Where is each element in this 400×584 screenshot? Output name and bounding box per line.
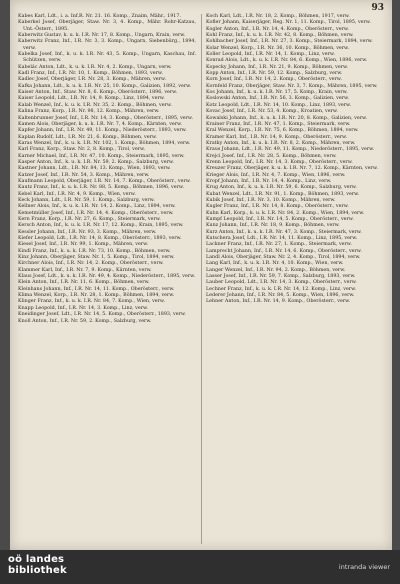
register-entry: Kogler Anton, Inf., I.R. Nr. 14, 4. Komp., Oberösterr., verw. [206, 26, 349, 32]
register-entry: Kaiser Anton, Inf., Staw. Nr. 8, 6. Komp., Oberösterr., 1896, verw. [18, 90, 178, 96]
register-entry: Keck Johann, Ldt., I.R. Nr. 59, 1. Komp., Salzburg, verw. [18, 197, 155, 203]
register-entry: Kern Franz, Korp., I.R. Nr. 27, 6. Komp., Steiermark, verw. [18, 217, 161, 222]
register-entry: Kowalski Johann, Inf., k. u. k. I.R. Nr. 20, 8. Komp., Galizien, verw. [206, 115, 368, 121]
register-entry: Kellner Alois, Inf., k. u. k. I.R. Nr. 14, 2. Komp., Linz, 1894, verw. [18, 204, 176, 210]
viewer-footer [0, 550, 400, 584]
register-entry: Lackner Franz, Inf., I.R. Nr. 27, 1. Komp., Steiermark, verw. [206, 242, 352, 248]
register-entry: Kadlec Josef, Oberjäger, I.R. Nr. 28, 3. Komp., Mähren, verw. [18, 77, 166, 83]
register-entry: Koller Leopold, Inf., I.R. Nr. 14, 1. Komp., Linz, verw. [206, 52, 335, 58]
register-entry: Kofler Johann, Kaiserjäger, Reg. Nr. 1, 11. Komp., Tirol, 1895, verw. [206, 20, 371, 26]
register-entry: Langer Wenzel, Inf., I.R. Nr. 94, 2. Komp., Böhmen, verw. [206, 267, 346, 273]
register-entry: Karas Wenzel, Inf., k. u. k. I.R. Nr. 102, 1. Komp., Böhmen, 1894, verw. [18, 140, 191, 146]
page-number: 93 [371, 3, 384, 13]
viewer-label: intranda viewer [338, 563, 390, 571]
register-entry: Kaiser Leopold, Ldt., I.R. Nr. 14, 9. Komp., Linz, 1894, verw. [18, 96, 165, 102]
register-entry: Krainer Franz, Inf., I.R. Nr. 47, 1. Komp., Steiermark, verw. [206, 121, 351, 127]
register-entry: Korn Josef, Inf., I.R. Nr. 14, 2. Komp., Oberösterr., verw. [206, 77, 342, 83]
register-entry: Katzer Josef, Inf., I.R. Nr. 54, 3. Komp., Mähren, verw. [18, 172, 150, 178]
register-entry: Kabelka Josef, Inf., k. u. k. I.R. Nr. 43, 5. Komp., Ungarn, Kaschau, Inf. Schützen, verw. [18, 52, 196, 64]
register-entry: Kramer Karl, Inf., I.R. Nr. 14, 9. Komp., Oberösterr., verw. [206, 134, 348, 140]
register-entry: Kafka Johann, Ldt., k. u. k. I.R. Nr. 25, 10. Komp., Galizien, 1892, verw. [18, 83, 192, 89]
register-entry: Kubat Wenzel, Ldt., I.R. Nr. 91, 1. Komp., Böhmen, 1893, verw. [206, 191, 360, 197]
register-entry: Kersch Anton, Inf., k. u. k. I.R. Nr. 17, 12. Komp., Krain, 1895, verw. [18, 223, 184, 229]
register-entry: Kutschera Josef, Ldt., I.R. Nr. 14, 11. Komp., Linz, 1895, verw. [206, 236, 358, 242]
register-entry: Kratky Anton, Inf., k. u. k. I.R. Nr. 8, 2. Komp., Mähren, verw. [206, 140, 356, 146]
register-entry: Kohlbacher Josef, Inf., I.R. Nr. 27, 3. Komp., Steiermark, 1894, verw. [206, 39, 373, 45]
register-entry: Kornfeld Franz, Oberjäger, Staw. Nr. 3, 7. Komp., Mähren, 1895, verw. [206, 83, 378, 89]
register-entry: Kalina Franz, Korp., I.R. Nr. 98, 12. Komp., Mähren, verw. [18, 109, 160, 115]
register-entry: Kumpf Leopold, Inf., I.R. Nr. 14, 5. Komp., Oberösterr., verw. [206, 217, 354, 222]
register-entry: Kabelác Anton, Ldt., k. u. k. I.R. Nr. 4, 2. Komp., Ungarn, verw. [18, 64, 172, 70]
register-entry: Kovac Josef, Inf., I.R. Nr. 53, 4. Komp., Kroatien, verw. [206, 109, 338, 115]
register-entry: Kneidinger Josef, Ldt., I.R. Nr. 14, 5. Komp., Oberösterr., 1893, verw. [18, 312, 186, 318]
register-entry: Kirchner Alois, Inf., I.R. Nr. 14, 2. Komp., Oberösterr., verw. [18, 261, 164, 267]
register-entry: Kotz Leopold, Ldt., I.R. Nr. 14, 10. Komp., Linz, 1893, verw. [206, 102, 352, 108]
register-entry: Kamen Alois, Oberjäger, k. u. k. I.R. Nr. 7, 4. Komp., Kärnten, verw. [18, 121, 183, 127]
scanned-page [10, 0, 392, 550]
register-entry: Kadl Franz, Inf., I.R. Nr. 10, 1. Komp., Böhmen, 1893, verw. [18, 71, 163, 77]
register-entry: Lederer Johann, Inf., I.R. Nr. 84, 5. Komp., Wien, 1896, verw. [206, 293, 355, 299]
register-entry: Kebel Karl, Inf., I.R. Nr. 4, 9. Komp., Wien, verw. [18, 191, 136, 197]
left-column [18, 14, 196, 325]
register-entry: Klaus Josef, Ldt., k. u. k. I.R. Nr. 49, 4. Komp., Niederösterr., 1895, verw. [18, 274, 196, 280]
register-entry: Kreuzer Franz, Oberjäger, k. u. k. I.R. Nr. 7, 12. Komp., Kärnten, verw. [206, 166, 378, 172]
register-entry: Lechner Franz, Inf., k. u. k. I.R. Nr. 14, 12. Komp., Linz, verw. [206, 286, 357, 292]
register-entry: Kapfer Johann, Inf., I.R. Nr. 49, 11. Komp., Niederösterr., 1893, verw. [18, 128, 187, 134]
register-entry: Kalab Wenzel, Inf., k. u. k. I.R. Nr. 35, 2. Komp., Böhmen, verw. [18, 102, 172, 108]
register-entry: Kastner Johann, Ldt., I.R. Nr. 84, 13. Komp., Wien, 1893, verw. [18, 166, 171, 172]
register-entry: Lehner Anton, Inf., I.R. Nr. 14, 9. Komp., Oberösterr., verw. [206, 299, 351, 305]
register-entry: Kaberkel Josef, Oberjäger, Staw. Nr. 3, 4. Komp., Mähr. Rohr-Katzau, Unt.-Österr., 1895. [18, 20, 196, 32]
register-entry: Knoll Anton, Inf., I.R. Nr. 59, 2. Komp., Salzburg, verw. [18, 318, 152, 324]
register-entry: Kolar Wenzel, Korp., I.R. Nr. 36, 10. Komp., Böhmen, verw. [206, 45, 350, 51]
register-entry: Krejci Josef, Inf., I.R. Nr. 28, 5. Komp., Böhmen, verw. [206, 153, 337, 159]
register-entry: Krieger Alois, Inf., I.R. Nr. 4, 7. Komp., Wien, 1896, verw. [206, 172, 346, 178]
register-entry: Kohl Franz, Inf., k. u. k. I.R. Nr. 42, 8. Komp., Böhmen, verw. [206, 33, 354, 39]
register-entry: Kubik Josef, Inf., I.R. Nr. 3, 10. Komp., Mähren, verw. [206, 197, 336, 203]
register-entry: Kos Johann, Inf., k. u. k. I.R. Nr. 17, 5. Komp., Krain, verw. [206, 90, 348, 96]
register-entry: Kessler Johann, Inf., I.R. Nr. 93, 3. Komp., Mähren, verw. [18, 229, 157, 235]
register-entry: Klinger Franz, Inf., k. u. k. I.R. Nr. 84, 7. Komp., Wien, verw. [18, 299, 165, 305]
register-entry: Kasper Anton, Inf., k. u. k. I.R. Nr. 59, 2. Komp., Salzburg, verw. [18, 159, 174, 165]
register-entry: Krenn Leopold, Inf., I.R. Nr. 14, 3. Komp., Oberösterr., verw. [206, 159, 353, 165]
register-entry: Kiesel Josef, Inf., I.R. Nr. 99, 1. Komp., Mähren, verw. [18, 242, 149, 248]
register-entry: Koch Karl, Ldt., I.R. Nr. 18, 2. Komp., Böhmen, 1917, verw. [206, 14, 350, 19]
register-entry: Kral Wenzel, Korp., I.R. Nr. 75, 6. Komp., Böhmen, 1894, verw. [206, 128, 359, 134]
register-entry: Kugler Franz, Inf., I.R. Nr. 14, 8. Komp., Oberösterr., verw. [206, 204, 349, 210]
register-entry: Krug Anton, Inf., k. u. k. I.R. Nr. 59, 6. Komp., Salzburg, verw. [206, 185, 357, 191]
register-entry: Kemetmüller Josef, Inf., I.R. Nr. 14, 4. Komp., Oberösterr., verw. [18, 210, 174, 216]
register-entry: Kopecky Johann, Inf., I.R. Nr. 21, 9. Komp., Böhmen, verw. [206, 64, 349, 70]
library-logo[interactable] [8, 554, 98, 580]
register-entry: Kuhn Karl, Korp., k. u. k. I.R. Nr. 84, 2. Komp., Wien, 1894, verw. [206, 210, 365, 216]
register-entry: Lasser Josef, Inf., I.R. Nr. 59, 7. Komp., Salzburg, 1893, verw. [206, 274, 356, 280]
register-entry: Klein Anton, Inf., I.R. Nr. 11, 6. Komp., Böhmen, verw. [18, 280, 150, 286]
register-entry: Kaltenbrunner Josef, Inf., I.R. Nr. 14, 3. Komp., Oberösterr., 1895, verw. [18, 115, 193, 121]
register-entry: Kropf Johann, Inf., I.R. Nr. 14, 4. Komp., Linz, verw. [206, 178, 332, 184]
column-divider [201, 14, 202, 544]
register-entry: Karl Franz, Korp., Staw. Nr. 2, 8. Komp., Tirol, verw. [18, 147, 146, 153]
register-entry: Klammer Karl, Inf., I.R. Nr. 7, 9. Komp., Kärnten, verw. [18, 267, 152, 273]
register-entry: Kurz Anton, Inf., k. u. k. I.R. Nr. 47, 3. Komp., Steiermark, verw. [206, 229, 362, 235]
right-column [206, 14, 384, 306]
register-entry: Kraus Johann, Ldt., I.R. Nr. 49, 11. Komp., Niederösterr., 1895, verw. [206, 147, 375, 153]
library-name-line1: oö landes [8, 554, 65, 565]
library-name-line2: bibliothek [8, 565, 67, 576]
register-entry: Koslowski Anton, Inf., I.R. Nr. 56, 3. Komp., Galizien, verw. [206, 96, 350, 102]
register-entry: Kinz Johann, Oberjäger, Staw. Nr. 1, 5. Komp., Tirol, 1894, verw. [18, 255, 175, 261]
register-entry: Kiefer Leopold, Ldt., I.R. Nr. 14, 8. Komp., Oberösterr., 1893, verw. [18, 236, 182, 242]
register-entry: Knapp Leopold, Inf., I.R. Nr. 14, 3. Komp., Linz, verw. [18, 305, 149, 311]
register-entry: Klima Wenzel, Korp., I.R. Nr. 28, 1. Komp., Böhmen, 1894, verw. [18, 293, 175, 299]
register-entry: Landl Alois, Oberjäger, Staw. Nr. 2, 4. Komp., Tirol, 1894, verw. [206, 255, 361, 261]
register-entry: Kaberwitz Gustav, k. u. k. I.R. Nr. 17, 8. Komp., Ungarn, Krain, verw. [18, 33, 186, 39]
register-entry: Kabes Karl, Ldt., i. a. Inf.R. Nr. 21. 16. Komp., Znaim, Mähr., 1917. [18, 14, 181, 19]
register-entry: Konrad Alois, Ldt., k. u. k. I.R. Nr. 84, 6. Komp., Wien, 1896, verw. [206, 58, 368, 64]
register-entry: Kautz Franz, Inf., k. u. k. I.R. Nr. 88, 5. Komp., Böhmen, 1896, verw. [18, 185, 184, 191]
register-entry: Lang Karl, Inf., k. u. k. I.R. Nr. 4, 10. Komp., Wien, verw. [206, 261, 344, 267]
register-entry: Kunz Johann, Inf., I.R. Nr. 18, 9. Komp., Böhmen, verw. [206, 223, 340, 229]
register-entry: Kaplan Rudolf, Ldt., I.R. Nr. 21, 6. Komp., Böhmen, verw. [18, 134, 157, 140]
register-entry: Kindl Franz, Inf., k. u. k. I.R. Nr. 73, 10. Komp., Böhmen, verw. [18, 248, 171, 254]
register-entry: Kaufmann Leopold, Oberjäger, I.R. Nr. 14, 7. Komp., Oberösterr., verw. [18, 178, 191, 184]
register-entry: Karner Michael, Inf., I.R. Nr. 47, 10. Komp., Steiermark, 1895, verw. [18, 153, 185, 159]
register-entry: Kopp Anton, Inf., I.R. Nr. 59, 12. Komp., Salzburg, verw. [206, 71, 343, 77]
register-entry: Lauber Leopold, Ldt., I.R. Nr. 14, 3. Komp., Oberösterr., verw. [206, 280, 357, 286]
register-entry: Kleinhans Johann, Inf., I.R. Nr. 14, 11. Komp., Oberösterr., verw. [18, 286, 175, 292]
register-entry: Kaberwitz Franz, Inf., I.R. Nr. 3, 3. Komp., Ungarn, Siebenbürg., 1894, verw. [18, 39, 196, 51]
register-entry: Lamprecht Johann, Inf., I.R. Nr. 14, 6. Komp., Oberösterr., verw. [206, 248, 362, 254]
